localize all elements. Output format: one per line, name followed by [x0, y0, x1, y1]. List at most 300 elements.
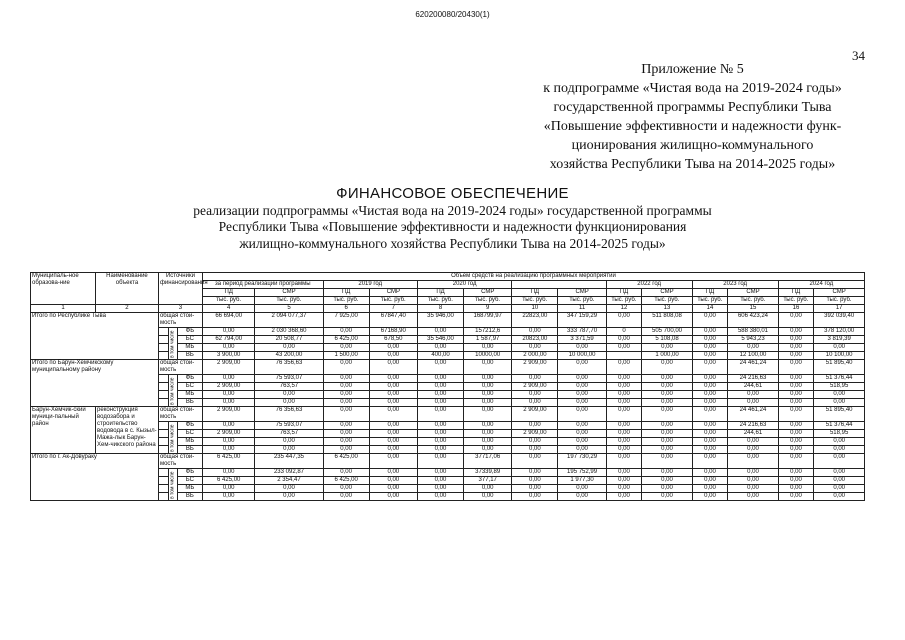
- table-cell: 3 371,59: [558, 336, 606, 344]
- total-cost-label: общая стои-мость: [158, 360, 202, 375]
- table-cell: 0,00: [323, 375, 369, 383]
- table-cell: 2 000,00: [512, 352, 558, 360]
- column-number: 12: [606, 305, 642, 313]
- table-cell: 0,00: [606, 454, 642, 469]
- table-cell: 0,00: [202, 344, 254, 352]
- table-cell: 157212,6: [464, 328, 512, 336]
- table-cell: 0,00: [417, 454, 463, 469]
- column-number: 11: [558, 305, 606, 313]
- column-number: 17: [814, 305, 865, 313]
- table-cell: 0,00: [323, 360, 369, 375]
- table-cell: 0,00: [417, 477, 463, 485]
- table-cell: 0,00: [642, 375, 692, 383]
- table-cell: 0,00: [323, 383, 369, 391]
- table-row: [31, 360, 865, 375]
- header-unit: тыс. руб.: [728, 297, 778, 305]
- table-cell: 0,00: [778, 313, 814, 328]
- header-total-period: за период реализации программы: [202, 281, 323, 289]
- header-smr: СМР: [369, 289, 417, 297]
- table-cell: 35 546,00: [417, 336, 463, 344]
- row-name: Итого по Барун-Хемчикскому муниципальному району: [31, 360, 159, 407]
- table-cell: 0,00: [202, 493, 254, 501]
- header-object: Наименование объекта: [96, 273, 159, 305]
- table-cell: 0,00: [692, 336, 728, 344]
- table-cell: 0,00: [202, 446, 254, 454]
- table-cell: 0,00: [692, 493, 728, 501]
- table-cell: 0,00: [558, 493, 606, 501]
- header-pd: ПД: [692, 289, 728, 297]
- table-cell: 378 120,00: [814, 328, 865, 336]
- table-cell: 0,00: [512, 438, 558, 446]
- table-cell: 0,00: [255, 391, 323, 399]
- table-cell: 0,00: [558, 399, 606, 407]
- header-unit: тыс. руб.: [369, 297, 417, 305]
- header-pd: ПД: [202, 289, 254, 297]
- table-cell: 0,00: [692, 469, 728, 477]
- table-cell: 37717,06: [464, 454, 512, 469]
- table-cell: 392 039,40: [814, 313, 865, 328]
- table-cell: 24 216,63: [728, 422, 778, 430]
- table-cell: 76 356,63: [255, 360, 323, 375]
- appendix-line: «Повышение эффективности и надежности функ-: [543, 119, 842, 134]
- table-cell: 0,00: [606, 469, 642, 477]
- table-cell: 0,00: [814, 446, 865, 454]
- table-cell: 0,00: [728, 399, 778, 407]
- table-cell: 0,00: [464, 485, 512, 493]
- table-cell: 1 587,97: [464, 336, 512, 344]
- table-cell: 197 730,29: [558, 454, 606, 469]
- column-number: 3: [158, 305, 202, 313]
- appendix-line: к подпрограмме «Чистая вода на 2019-2024 годы»: [543, 81, 842, 96]
- table-cell: 66 694,00: [202, 313, 254, 328]
- table-cell: 0,00: [606, 313, 642, 328]
- source-label: ФБ: [177, 375, 202, 383]
- source-label: ВБ: [177, 493, 202, 501]
- table-cell: 0,00: [692, 383, 728, 391]
- spacer-cell: [158, 422, 168, 430]
- table-cell: 0,00: [464, 407, 512, 422]
- table-cell: 0,00: [778, 438, 814, 446]
- column-number: 15: [728, 305, 778, 313]
- table-cell: 2 909,00: [202, 430, 254, 438]
- table-cell: 0,00: [323, 422, 369, 430]
- table-cell: 0,00: [417, 430, 463, 438]
- table-cell: 1 500,00: [323, 352, 369, 360]
- header-smr: СМР: [642, 289, 692, 297]
- table-cell: 505 700,00: [642, 328, 692, 336]
- row-name: Итого по Республике Тыва: [31, 313, 159, 360]
- including-label: в том числе: [169, 422, 177, 454]
- table-cell: 62 794,00: [202, 336, 254, 344]
- table-cell: 0,00: [323, 430, 369, 438]
- table-cell: 400,00: [417, 352, 463, 360]
- table-cell: 0,00: [692, 422, 728, 430]
- table-cell: 0,00: [417, 344, 463, 352]
- appendix-header: [520, 60, 865, 174]
- table-cell: 0,00: [323, 438, 369, 446]
- header-year: 2019 год: [323, 281, 417, 289]
- table-cell: 7 925,00: [323, 313, 369, 328]
- table-cell: 0,00: [512, 422, 558, 430]
- table-cell: 0,00: [512, 399, 558, 407]
- table-cell: 0,00: [202, 375, 254, 383]
- table-row: [31, 454, 865, 469]
- spacer-cell: [158, 336, 168, 344]
- spacer-cell: [158, 352, 168, 360]
- header-year: 2020 год: [417, 281, 511, 289]
- source-label: МБ: [177, 391, 202, 399]
- header-smr: СМР: [255, 289, 323, 297]
- table-cell: 0,00: [728, 446, 778, 454]
- table-cell: 0,00: [202, 485, 254, 493]
- table-cell: 0,00: [202, 422, 254, 430]
- spacer-cell: [158, 383, 168, 391]
- title-line: реализации подпрограммы «Чистая вода на 2019-2024 годы» государственной программы: [193, 202, 712, 218]
- table-cell: 6 425,00: [323, 336, 369, 344]
- header-unit: тыс. руб.: [558, 297, 606, 305]
- table-cell: 0,00: [778, 493, 814, 501]
- table-cell: 43 200,00: [255, 352, 323, 360]
- table-cell: 0,00: [202, 399, 254, 407]
- table-cell: 0,00: [369, 469, 417, 477]
- table-cell: 0,00: [417, 383, 463, 391]
- table-cell: 0,00: [202, 328, 254, 336]
- table-cell: 24 461,24: [728, 360, 778, 375]
- table-cell: 0,00: [558, 375, 606, 383]
- table-cell: 0,00: [417, 328, 463, 336]
- row-object: реконструкция водозабора и строительство водовода в с. Кызыл-Мажа-лык Барун-Хем-чикского района: [96, 407, 159, 454]
- table-cell: 0,00: [512, 493, 558, 501]
- title-line: Республики Тыва «Повышение эффективности и надежности функционирования: [218, 219, 687, 234]
- table-cell: 606 423,24: [728, 313, 778, 328]
- table-cell: 244,61: [728, 383, 778, 391]
- table-cell: 0,00: [778, 454, 814, 469]
- header-year: 2022 год: [606, 281, 692, 289]
- table-cell: 0,00: [512, 485, 558, 493]
- table-cell: 0,00: [512, 454, 558, 469]
- table-cell: 0,00: [417, 360, 463, 375]
- table-cell: 0,00: [558, 446, 606, 454]
- table-cell: 0,00: [369, 407, 417, 422]
- table-cell: 20 508,77: [255, 336, 323, 344]
- table-cell: 0,00: [642, 407, 692, 422]
- table-cell: 0,00: [255, 438, 323, 446]
- table-cell: 0,00: [728, 485, 778, 493]
- table-cell: 0,00: [778, 469, 814, 477]
- appendix-line: хозяйства Республики Тыва на 2014-2025 годы»: [549, 157, 836, 172]
- table-cell: 0,00: [642, 344, 692, 352]
- source-label: ВБ: [177, 352, 202, 360]
- table-cell: 0,00: [255, 399, 323, 407]
- table-cell: 0,00: [369, 485, 417, 493]
- table-cell: 0,00: [369, 375, 417, 383]
- table-cell: 518,95: [814, 430, 865, 438]
- title-heading: ФИНАНСОВОЕ ОБЕСПЕЧЕНИЕ: [336, 185, 569, 202]
- table-cell: 0,00: [642, 469, 692, 477]
- table-cell: 0,00: [642, 485, 692, 493]
- table-cell: 2 909,00: [202, 360, 254, 375]
- table-cell: 6 425,00: [323, 454, 369, 469]
- table-cell: 0,00: [512, 469, 558, 477]
- header-volume: Объем средств на реализацию программных мероприятий: [202, 273, 864, 281]
- including-label: в том числе: [169, 375, 177, 407]
- table-cell: 0,00: [369, 438, 417, 446]
- table-cell: 0,00: [323, 493, 369, 501]
- title-line: жилищно-коммунального хозяйства Республики Тыва на 2014-2025 годы»: [239, 235, 666, 251]
- table-cell: 0,00: [323, 407, 369, 422]
- table-cell: 0,00: [512, 391, 558, 399]
- table-cell: 0,00: [814, 391, 865, 399]
- table-cell: 0,00: [778, 336, 814, 344]
- source-label: БС: [177, 477, 202, 485]
- column-number: 16: [778, 305, 814, 313]
- table-cell: 0,00: [642, 430, 692, 438]
- table-cell: 0,00: [417, 391, 463, 399]
- table-cell: 0,00: [558, 344, 606, 352]
- table-cell: 0,00: [606, 422, 642, 430]
- table-cell: 0,00: [728, 477, 778, 485]
- table-cell: 0,00: [692, 430, 728, 438]
- table-cell: 0,00: [642, 477, 692, 485]
- table-cell: 0,00: [464, 493, 512, 501]
- table-cell: 168799,97: [464, 313, 512, 328]
- table-cell: 37339,89: [464, 469, 512, 477]
- table-cell: 0,00: [778, 375, 814, 383]
- table-cell: 0,00: [558, 438, 606, 446]
- table-cell: 0,00: [369, 422, 417, 430]
- table-cell: 244,61: [728, 430, 778, 438]
- table-cell: 0,00: [255, 344, 323, 352]
- table-cell: 0,00: [642, 360, 692, 375]
- table-cell: 0,00: [606, 438, 642, 446]
- table-cell: 0,00: [558, 383, 606, 391]
- table-cell: 0,00: [369, 391, 417, 399]
- table-cell: 0,00: [606, 383, 642, 391]
- total-cost-label: общая стои-мость: [158, 454, 202, 469]
- table-cell: 2 909,00: [512, 407, 558, 422]
- table-cell: 588 380,01: [728, 328, 778, 336]
- table-cell: 0,00: [778, 407, 814, 422]
- table-cell: 0,00: [778, 399, 814, 407]
- header-unit: тыс. руб.: [255, 297, 323, 305]
- column-number: 9: [464, 305, 512, 313]
- table-cell: 0,00: [606, 375, 642, 383]
- table-cell: 51 895,40: [814, 407, 865, 422]
- table-cell: 0,00: [814, 485, 865, 493]
- table-cell: 2 909,00: [512, 360, 558, 375]
- table-cell: 0,00: [692, 391, 728, 399]
- header-year: 2023 год: [692, 281, 778, 289]
- table-cell: 0,00: [778, 485, 814, 493]
- table-cell: 10 000,00: [558, 352, 606, 360]
- table-cell: 0,00: [202, 469, 254, 477]
- document-id: 620200080/20430(1): [415, 10, 490, 19]
- table-row: [31, 407, 865, 422]
- table-cell: 763,57: [255, 383, 323, 391]
- spacer-cell: [158, 469, 168, 477]
- column-number: 4: [202, 305, 254, 313]
- table-cell: 51 376,44: [814, 422, 865, 430]
- table-cell: 0,00: [606, 485, 642, 493]
- table-cell: 0,00: [558, 360, 606, 375]
- table-cell: 0,00: [369, 493, 417, 501]
- table-cell: 0,00: [255, 485, 323, 493]
- table-cell: 0,00: [417, 469, 463, 477]
- table-cell: 195 752,99: [558, 469, 606, 477]
- table-cell: 0,00: [558, 430, 606, 438]
- table-cell: 0,00: [464, 438, 512, 446]
- table-cell: 0,00: [642, 438, 692, 446]
- table-cell: 2 354,47: [255, 477, 323, 485]
- table-cell: 0,00: [778, 344, 814, 352]
- table-cell: 3 819,39: [814, 336, 865, 344]
- table-cell: 511 808,08: [642, 313, 692, 328]
- table-cell: 0,00: [558, 407, 606, 422]
- source-label: БС: [177, 383, 202, 391]
- header-unit: тыс. руб.: [642, 297, 692, 305]
- table-cell: 0,00: [323, 446, 369, 454]
- table-cell: 0,00: [606, 407, 642, 422]
- header-pd: ПД: [606, 289, 642, 297]
- table-cell: 0,00: [369, 454, 417, 469]
- column-number: 2: [96, 305, 159, 313]
- table-cell: 0,00: [464, 391, 512, 399]
- source-label: ФБ: [177, 422, 202, 430]
- header-unit: тыс. руб.: [814, 297, 865, 305]
- table-cell: 0,00: [464, 383, 512, 391]
- column-number: 13: [642, 305, 692, 313]
- table-cell: 763,57: [255, 430, 323, 438]
- table-cell: 35 946,00: [417, 313, 463, 328]
- table-cell: 2 909,00: [512, 383, 558, 391]
- column-number: 5: [255, 305, 323, 313]
- table-cell: 235 447,35: [255, 454, 323, 469]
- header-year: [512, 281, 606, 289]
- appendix-line: государственной программы Республики Тыва: [553, 100, 832, 115]
- appendix-line: Приложение № 5: [641, 62, 744, 77]
- table-cell: 0,00: [728, 454, 778, 469]
- table-cell: 75 593,07: [255, 375, 323, 383]
- table-cell: 0,00: [417, 493, 463, 501]
- spacer-cell: [158, 391, 168, 399]
- table-cell: 0,00: [606, 360, 642, 375]
- table-cell: 0,00: [464, 446, 512, 454]
- table-cell: 67847,40: [369, 313, 417, 328]
- table-cell: 377,17: [464, 477, 512, 485]
- table-cell: 2 030 368,60: [255, 328, 323, 336]
- table-cell: 0,00: [417, 375, 463, 383]
- table-cell: 12 100,00: [728, 352, 778, 360]
- table-cell: 0,00: [512, 446, 558, 454]
- header-municipality: Муниципаль-ное образова-ние: [31, 273, 96, 305]
- table-cell: 0,00: [558, 485, 606, 493]
- table-cell: 0,00: [255, 493, 323, 501]
- spacer-cell: [158, 430, 168, 438]
- table-cell: 0,00: [417, 485, 463, 493]
- header-smr: СМР: [464, 289, 512, 297]
- table-cell: 0,00: [814, 344, 865, 352]
- table-cell: 0,00: [728, 391, 778, 399]
- table-cell: 1 000,00: [642, 352, 692, 360]
- table-cell: 0,00: [642, 422, 692, 430]
- source-label: МБ: [177, 344, 202, 352]
- including-label: в том числе: [169, 469, 177, 501]
- table-cell: 75 593,07: [255, 422, 323, 430]
- table-cell: 0,00: [606, 477, 642, 485]
- table-cell: 24 216,63: [728, 375, 778, 383]
- table-cell: 0,00: [814, 438, 865, 446]
- table-cell: 0,00: [642, 383, 692, 391]
- table-cell: 76 356,63: [255, 407, 323, 422]
- financing-table: [30, 272, 865, 501]
- column-number: 8: [417, 305, 463, 313]
- header-unit: тыс. руб.: [692, 297, 728, 305]
- table-cell: 0,00: [778, 383, 814, 391]
- header-unit: тыс. руб.: [512, 297, 558, 305]
- header-unit: тыс. руб.: [323, 297, 369, 305]
- column-number: 7: [369, 305, 417, 313]
- table-cell: 0,00: [642, 454, 692, 469]
- table-cell: 0,00: [606, 399, 642, 407]
- table-cell: 0,00: [512, 344, 558, 352]
- table-cell: 0,00: [417, 422, 463, 430]
- source-label: ФБ: [177, 328, 202, 336]
- header-unit: тыс. руб.: [606, 297, 642, 305]
- header-smr: СМР: [728, 289, 778, 297]
- table-cell: 20823,00: [512, 336, 558, 344]
- table-cell: 0,00: [558, 391, 606, 399]
- table-cell: 0,00: [417, 438, 463, 446]
- table-cell: 0,00: [606, 493, 642, 501]
- total-cost-label: общая стои-мость: [158, 313, 202, 328]
- spacer-cell: [158, 493, 168, 501]
- table-cell: 347 159,29: [558, 313, 606, 328]
- table-cell: 0,00: [606, 446, 642, 454]
- column-number: 14: [692, 305, 728, 313]
- table-cell: 0,00: [464, 399, 512, 407]
- header-unit: тыс. руб.: [778, 297, 814, 305]
- table-cell: 0,00: [202, 391, 254, 399]
- table-cell: 0,00: [692, 344, 728, 352]
- table-cell: 0,00: [778, 422, 814, 430]
- table-cell: 24 461,24: [728, 407, 778, 422]
- source-label: ВБ: [177, 446, 202, 454]
- table-cell: 0,00: [323, 391, 369, 399]
- table-cell: 0,00: [814, 477, 865, 485]
- header-smr: СМР: [558, 289, 606, 297]
- table-cell: 333 787,70: [558, 328, 606, 336]
- table-cell: 0,00: [692, 375, 728, 383]
- spacer-cell: [158, 399, 168, 407]
- table-row: [31, 313, 865, 328]
- table-cell: 0,00: [814, 469, 865, 477]
- table-cell: 0,00: [692, 313, 728, 328]
- table-cell: 0: [606, 328, 642, 336]
- table-cell: 6 425,00: [202, 454, 254, 469]
- table-cell: 2 909,00: [512, 430, 558, 438]
- table-cell: 0,00: [778, 477, 814, 485]
- row-name: Итого по г. Ак-Довураку: [31, 454, 159, 501]
- table-cell: 2 909,00: [202, 407, 254, 422]
- table-cell: 0,00: [692, 485, 728, 493]
- page-number: 34: [852, 48, 865, 63]
- table-cell: 0,00: [692, 438, 728, 446]
- table-cell: 0,00: [606, 391, 642, 399]
- table-cell: 10 100,00: [814, 352, 865, 360]
- table-cell: 0,00: [323, 399, 369, 407]
- table-cell: 518,95: [814, 383, 865, 391]
- source-label: МБ: [177, 485, 202, 493]
